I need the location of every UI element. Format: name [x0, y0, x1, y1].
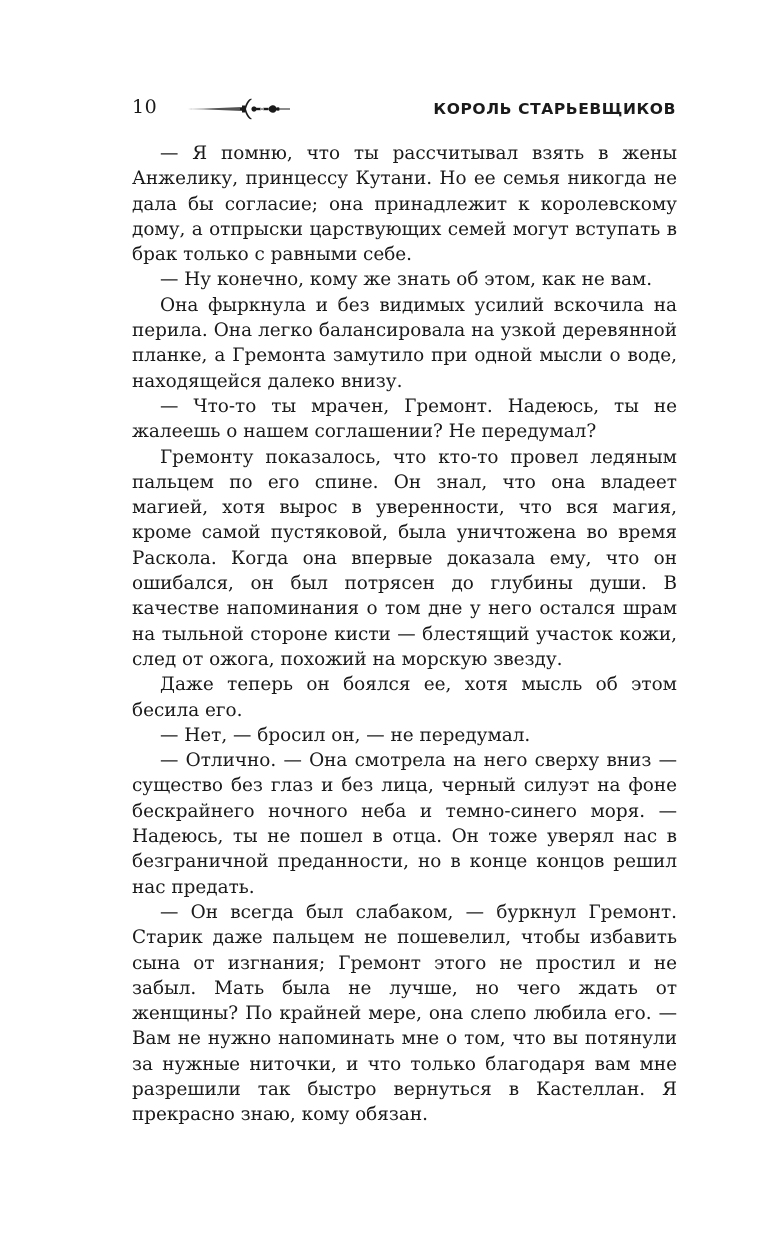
- body-text: [132, 141, 677, 1128]
- paragraph: — Я помню, что ты рассчитывал взять в жены Анжелику, принцессу Кутани. Но ее семья никогда не дала бы согласие; она принадлежит к королевскому дому, а отпрыски царствующих семей могут вступать в брак только с равными себе.: [132, 143, 677, 266]
- dagger-ornament-icon: [186, 96, 296, 122]
- paragraph: — Что-то ты мрачен, Гремонт. Надеюсь, ты не жалеешь о нашем соглашении? Не передумал?: [132, 395, 677, 443]
- paragraph: — Отлично. — Она смотрела на него сверху вниз — существо без глаз и без лица, черный силуэт на фоне бескрайнего ночного неба и темно-синего моря. — Надеюсь, ты не пошел в отца. Он тоже уверял нас в безграничной преданности, но в конце концов решил нас предать.: [132, 750, 677, 898]
- paragraph: Она фыркнула и без видимых усилий вскочила на перила. Она легко балансировала на узкой деревянной планке, а Гремонта замутило при одной мысли о воде, находящейся далеко внизу.: [132, 294, 677, 392]
- paragraph: — Ну конечно, кому же знать об этом, как не вам.: [160, 269, 653, 291]
- paragraph: — Нет, — бросил он, — не передумал.: [160, 724, 531, 746]
- paragraph: — Он всегда был слабаком, — буркнул Гремонт. Старик даже пальцем не пошевелил, чтобы избавить сына от изгнания; Гремонт этого не простил и не забыл. Мать была не лучше, но чего ждать от женщины? По крайней мере, она слепо любила его. — Вам не нужно напоминать мне о том, что вы потянули за нужные ниточки, и что только благодаря вам мне разрешили так быстро вернуться в Кастеллан. Я прекрасно знаю, кому обязан.: [132, 901, 677, 1126]
- page-number: 10: [132, 96, 158, 118]
- page-header: [120, 94, 676, 126]
- paragraph: Гремонту показалось, что кто-то провел ледяным пальцем по его спине. Он знал, что она владеет магией, хотя вырос в уверенности, что вся магия, кроме самой пустяковой, была уничтожена во время Раскола. Когда она впервые доказала ему, что он ошибался, он был потрясен до глубины души. В качестве напоминания о том дне у него остался шрам на тыльной стороне кисти — блестящий участок кожи, след от ожога, похожий на морскую звезду.: [132, 446, 677, 670]
- running-title: КОРОЛЬ СТАРЬЕВЩИКОВ: [433, 100, 676, 118]
- paragraph: Даже теперь он боялся ее, хотя мысль об этом бесила его.: [132, 674, 677, 721]
